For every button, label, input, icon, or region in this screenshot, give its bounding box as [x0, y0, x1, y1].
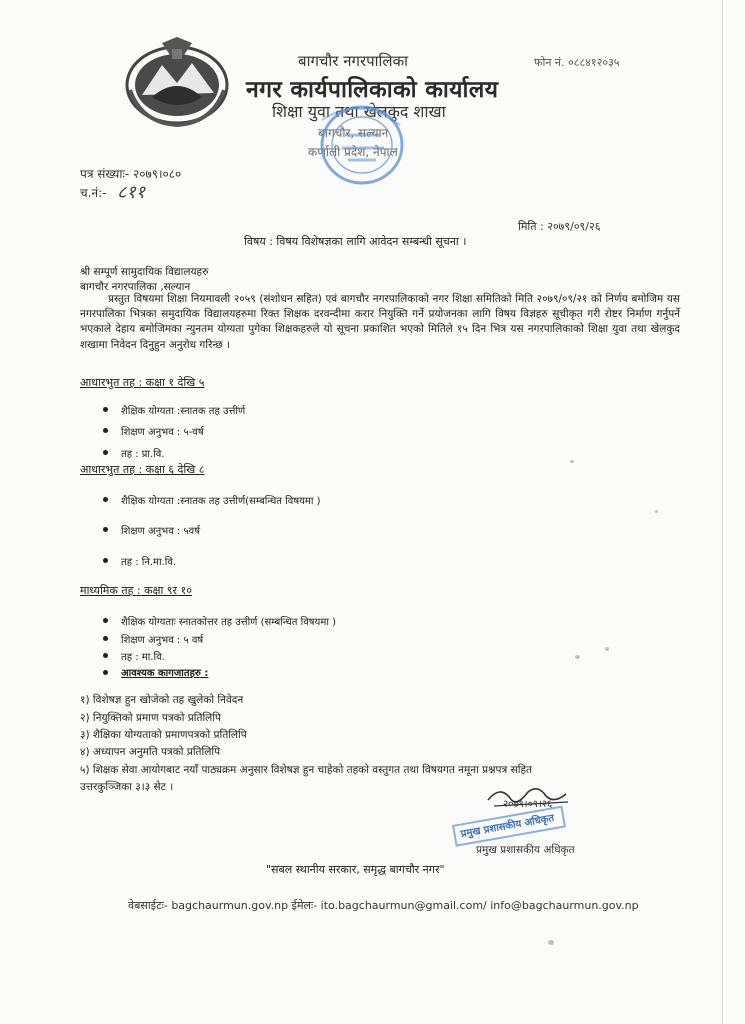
- bullet-item: आवश्यक कागजातहरु :: [121, 668, 209, 679]
- signature-date: २०७९।०९।२६: [503, 799, 553, 810]
- footer-contact: वेबसाईटः- bagchaurmun.gov.np ईमेलः- ito.bagchaurmun@gmail.com/ info@bagchaurmun.gov.np: [128, 899, 639, 912]
- document-item: ३) शैक्षिका योग्यताको प्रमाणपत्रको प्रतिलिपि: [80, 729, 247, 741]
- dispatch-number-value: ८११: [117, 182, 146, 203]
- bullet-item: तह : मा.वि.: [121, 652, 165, 663]
- page-edge-line: [722, 0, 723, 1024]
- bullet-item: तह : नि.मा.वि.: [121, 557, 177, 568]
- recipient-line2: बागचौर नगरपालिका ,सल्यान: [80, 281, 191, 293]
- phone-number: फोन नं. ०८८४१२०३५: [534, 56, 620, 69]
- signature-stamp-text: प्रमुख प्रशासकीय अधिकृत: [460, 812, 555, 841]
- document-item: ४) अध्यापन अनुमति पत्रको प्रतिलिपि: [80, 746, 221, 758]
- section-title: आधारभुत तह : कक्षा ६ देखि ८: [80, 463, 205, 476]
- bullet-item: शैक्षिक योग्यता :स्नातक तह उत्तीर्ण(सम्बन्धित विषयमा ): [121, 496, 321, 507]
- location-text: बागचौर, सल्यान: [318, 126, 389, 140]
- dispatch-number-label: च.नं:-: [80, 186, 107, 200]
- letter-number: पत्र संख्याः- २०७९।०८०: [80, 167, 182, 181]
- province-text: कर्णाली प्रदेश, नेपाल: [308, 145, 398, 159]
- bullet-item: शैक्षिक योग्यता :स्नातक तह उत्तीर्ण: [121, 406, 246, 417]
- letter-date: मिति : २०७९/०९/२६: [518, 220, 601, 233]
- document-item: २) नियुक्तिको प्रमाण पत्रको प्रतिलिपि: [80, 712, 221, 724]
- bullet-item: शिक्षण अनुभव : ५ वर्ष: [121, 635, 204, 646]
- office-title: नगर कार्यपालिकाको कार्यालय: [246, 77, 499, 103]
- bullet-item: तह : प्रा.वि.: [121, 449, 165, 460]
- bullet-item: शिक्षण अनुभव : ५वर्ष: [121, 526, 201, 537]
- bullet-item: शिक्षण अनुभव : ५-वर्ष: [121, 427, 204, 438]
- officer-title: प्रमुख प्रशासकीय अधिकृत: [476, 844, 575, 856]
- municipality-name: बागचौर नगरपालिका: [298, 52, 408, 70]
- branch-name: शिक्षा युवा तथा खेलकुद शाखा: [272, 102, 446, 121]
- document-item: उत्तरकुञ्जिका ३।३ सेट ।: [80, 781, 174, 793]
- bullet-item: शैक्षिक योग्यताः स्नातकोत्तर तह उत्तीर्ण (सम्बन्धित विषयमा ): [121, 617, 336, 628]
- office-stamp-icon: [300, 100, 420, 190]
- subject-line: विषय : विषय विशेषज्ञका लागि आवेदन सम्बन्धी सूचना ।: [244, 235, 467, 248]
- footer-slogan: "सबल स्थानीय सरकार, समृद्ध बागचौर नगर": [266, 863, 445, 876]
- body-paragraph: प्रस्तुत विषयमा शिक्षा नियमावली २०५९ (संशोधन सहित) एवं बागचौर नगरपालिकाको नगर शिक्षा समितिको मिति २०७९/०९/२१ को निर्णय बमोजिम यस नगरपालिका भित्रका समुदायिक विद्यालयहरुमा रिक्त शिक्षक दरवन्दीमा करार नियुक्ति गर्ने प्रयोजनका लागि विषय विज्ञहरु सूचीकृत गरी रोष्टर निर्माण गर्नुपर्ने भएकाले देहाय बमोजिमका न्युनतम योग्यता पुगेका शिक्षकहरुले यो सूचना प्रकाशित भएको मितिले १५ दिन भित्र यस नगरपालिकाको शिक्षा युवा तथा खेलकुद शखामा निवेदन दिनुहुन अनुरोध गरिन्छ ।: [80, 293, 680, 351]
- document-item: १) विशेषज्ञ हुन खोजेको तह खुलेको निवेदन: [80, 694, 244, 706]
- recipient-line1: श्री सम्पूर्ण सामुदायिक विद्यालयहरु: [80, 266, 209, 278]
- nepal-emblem-icon: [122, 35, 232, 127]
- recipient-block: [80, 265, 208, 295]
- section-title: माध्यमिक तह : कक्षा ९र १०: [80, 584, 192, 597]
- document-item: ५) शिक्षक सेवा आयोगबाट नयाँ पाठ्यक्रम अनुसार विशेषज्ञ हुन चाहेको तहको वस्तुगत तथा विषयगत नमूना प्रश्नपत्र सहित: [80, 764, 533, 776]
- section-title: आधारभुत तह : कक्षा १ देखि ५: [80, 376, 205, 389]
